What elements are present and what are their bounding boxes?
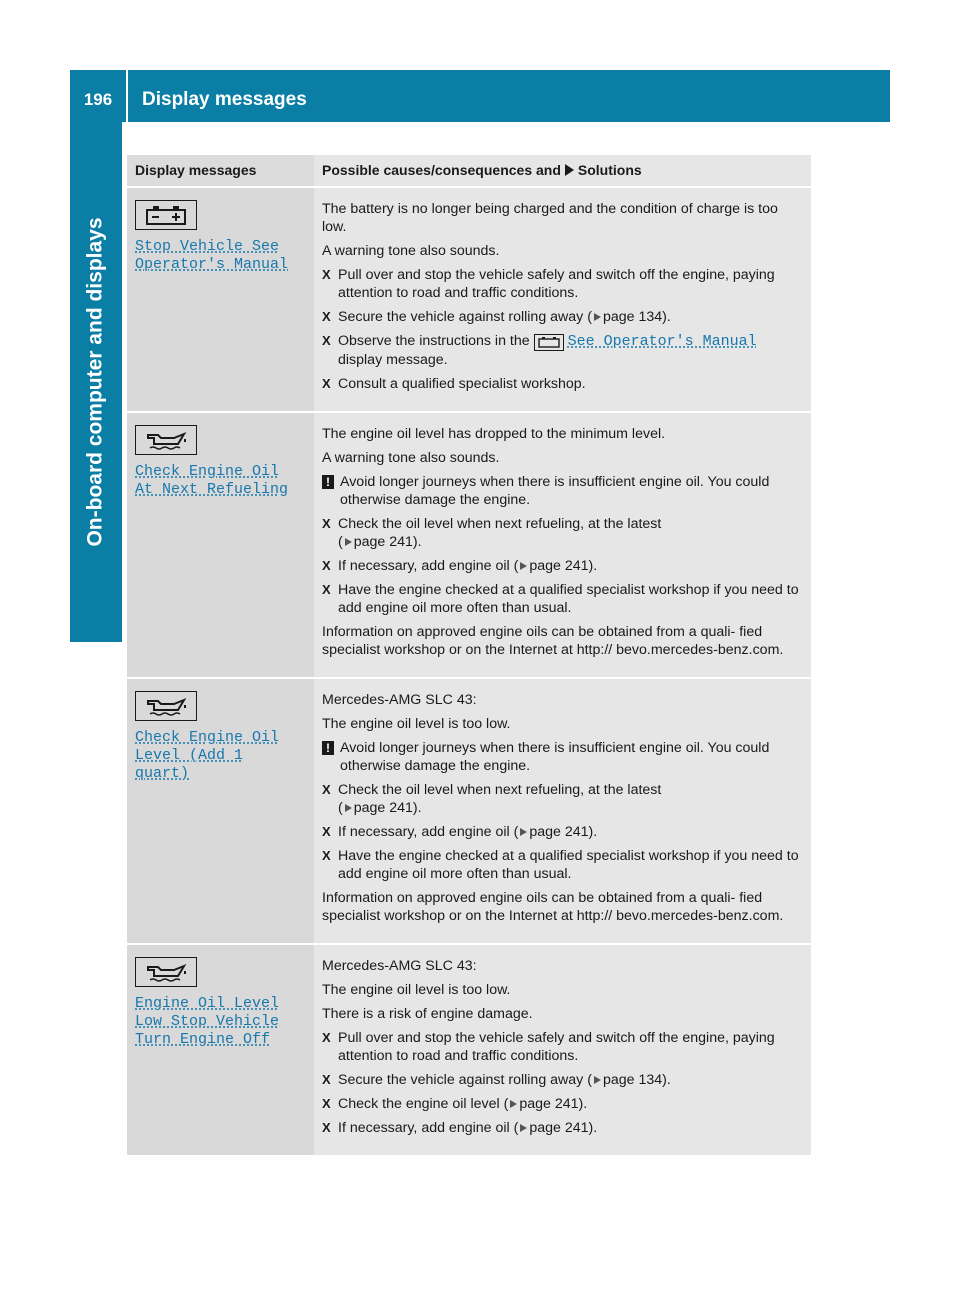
- solutions-arrow-icon: [565, 164, 574, 176]
- step-text: Check the oil level when next refueling, at the latest: [338, 782, 662, 798]
- step-marker: X: [322, 582, 331, 597]
- display-cell: [127, 412, 314, 678]
- page-ref-link[interactable]: page 134).: [602, 1072, 671, 1088]
- page-ref-icon: [345, 538, 352, 546]
- col-header-solutions-text: Solutions: [577, 162, 642, 178]
- solution-cell: [314, 944, 811, 1155]
- step-marker: X: [322, 333, 331, 348]
- solution-step: [322, 557, 803, 575]
- oil-can-icon: [135, 425, 197, 455]
- page-number: 196: [83, 90, 113, 109]
- page-ref-icon: [520, 828, 527, 836]
- step-text: Secure the vehicle against rolling away (: [338, 1072, 592, 1088]
- page-ref-icon: [510, 1100, 517, 1108]
- cause-text: A warning tone also sounds.: [322, 243, 500, 259]
- page-ref-icon: [594, 1076, 601, 1084]
- step-marker: X: [322, 309, 331, 324]
- display-message-line: Operator's Manual: [135, 256, 289, 273]
- page-ref-link[interactable]: page 241).: [353, 534, 422, 550]
- warning-text: Avoid longer journeys when there is insufficient engine oil. You could otherwise damage the engine.: [340, 474, 770, 508]
- solution-step: [322, 823, 803, 841]
- solution-step: [322, 1119, 803, 1137]
- solution-step: [322, 266, 803, 302]
- oil-can-icon: [135, 691, 197, 721]
- solution-step: [322, 375, 803, 393]
- solution-step: [322, 1095, 803, 1113]
- page-header: [70, 70, 890, 122]
- table-row: [127, 187, 811, 412]
- solution-step: X Check the oil level when next refueling, at the latest ( page 241).: [322, 782, 662, 816]
- step-text: Observe the instructions in the: [338, 333, 530, 349]
- warning-icon: !: [322, 475, 334, 489]
- solution-cell: [314, 412, 811, 678]
- solution-cell: [314, 678, 811, 944]
- cause-text: There is a risk of engine damage.: [322, 1006, 533, 1022]
- page-ref-icon: [520, 562, 527, 570]
- page-ref-link[interactable]: page 241).: [529, 1120, 598, 1136]
- step-marker: X: [322, 558, 331, 573]
- battery-icon: [534, 334, 564, 351]
- step-text: Consult a qualified specialist workshop.: [338, 376, 586, 392]
- cause-text: Mercedes-AMG SLC 43:: [322, 692, 477, 708]
- display-cell: [127, 678, 314, 944]
- step-marker: X: [322, 782, 331, 797]
- display-cell: [127, 944, 314, 1155]
- display-message-ref: See Operator's Manual: [567, 333, 757, 350]
- step-marker: X: [322, 1072, 331, 1087]
- step-text: Check the engine oil level (: [338, 1096, 509, 1112]
- info-text: Information on approved engine oils can be obtained from a quali- fied specialist workshop or on the Internet at http:// bevo.mercedes-benz.com.: [322, 624, 784, 658]
- page-ref-link[interactable]: page 241).: [529, 824, 598, 840]
- battery-icon: [135, 200, 197, 230]
- cause-text: The engine oil level has dropped to the minimum level.: [322, 426, 666, 442]
- display-message-line: Stop Vehicle See: [135, 238, 280, 255]
- oil-can-icon: [135, 957, 197, 987]
- page-ref-link[interactable]: page 241).: [529, 558, 598, 574]
- display-message-line: Turn Engine Off: [135, 1031, 271, 1048]
- side-tab-label: On-board computer and displays: [84, 217, 107, 547]
- display-message-line: Low Stop Vehicle: [135, 1013, 280, 1030]
- display-message-line: Check Engine Oil: [135, 463, 280, 480]
- step-marker: X: [322, 824, 331, 839]
- step-text: If necessary, add engine oil (: [338, 558, 519, 574]
- step-marker: X: [322, 1030, 331, 1045]
- step-text: display message.: [338, 352, 448, 368]
- page-title: Display messages: [142, 89, 307, 110]
- warning-icon: !: [322, 741, 334, 755]
- page-ref-icon: [345, 804, 352, 812]
- step-marker: X: [322, 267, 331, 282]
- step-text: Secure the vehicle against rolling away (: [338, 309, 592, 325]
- step-marker: X: [322, 376, 331, 391]
- col-header-causes: [314, 155, 811, 187]
- info-text: Information on approved engine oils can be obtained from a quali- fied specialist workshop or on the Internet at http:// bevo.mercedes-benz.com.: [322, 890, 784, 924]
- cause-text: The battery is no longer being charged and the condition of charge is too low.: [322, 201, 778, 235]
- solution-step: [322, 308, 803, 326]
- step-text: Have the engine checked at a qualified specialist workshop if you need to add engine oil more often than usual.: [338, 582, 799, 616]
- solution-step: X Check the oil level when next refueling, at the latest ( page 241).: [322, 516, 662, 550]
- table-row: [127, 944, 811, 1155]
- cause-text: The engine oil level is too low.: [322, 982, 511, 998]
- warning-note: [322, 473, 803, 509]
- display-message-line: Level (Add 1 quart): [135, 747, 244, 782]
- step-text: If necessary, add engine oil (: [338, 1120, 519, 1136]
- step-text: If necessary, add engine oil (: [338, 824, 519, 840]
- cause-text: Mercedes-AMG SLC 43:: [322, 958, 477, 974]
- page-ref-icon: [520, 1124, 527, 1132]
- page-ref-icon: [594, 313, 601, 321]
- display-message-line: Check Engine Oil: [135, 729, 280, 746]
- warning-text: Avoid longer journeys when there is insufficient engine oil. You could otherwise damage the engine.: [340, 740, 770, 774]
- step-text: Have the engine checked at a qualified specialist workshop if you need to add engine oil more often than usual.: [338, 848, 799, 882]
- solution-step: [322, 1029, 803, 1065]
- cause-text: A warning tone also sounds.: [322, 450, 500, 466]
- solution-step: [322, 581, 803, 617]
- col-header-causes-text: Possible causes/consequences and: [322, 162, 561, 178]
- cause-text: The engine oil level is too low.: [322, 716, 511, 732]
- step-marker: X: [322, 848, 331, 863]
- solution-cell: [314, 187, 811, 412]
- step-text: Pull over and stop the vehicle safely and switch off the engine, paying attention to road and traffic conditions.: [338, 267, 775, 301]
- page-ref-link[interactable]: page 134).: [602, 309, 671, 325]
- step-marker: X: [322, 1120, 331, 1135]
- warning-note: [322, 739, 803, 775]
- solution-step: [322, 1071, 803, 1089]
- display-message-line: At Next Refueling: [135, 481, 289, 498]
- table-row: [127, 412, 811, 678]
- display-message-line: Engine Oil Level: [135, 995, 280, 1012]
- step-text: Check the oil level when next refueling, at the latest: [338, 516, 662, 532]
- step-text: Pull over and stop the vehicle safely and switch off the engine, paying attention to road and traffic conditions.: [338, 1030, 775, 1064]
- solution-step: [322, 332, 803, 369]
- page-ref-link[interactable]: page 241).: [519, 1096, 588, 1112]
- page-ref-link[interactable]: page 241).: [353, 800, 422, 816]
- step-marker: X: [322, 516, 331, 531]
- display-cell: [127, 187, 314, 412]
- solution-step: [322, 847, 803, 883]
- display-messages-table: [127, 155, 811, 1155]
- table-row: [127, 678, 811, 944]
- col-header-display-messages: Display messages: [127, 155, 314, 187]
- table-header-row: [127, 155, 811, 187]
- side-tab-label-wrap: [70, 122, 122, 642]
- step-marker: X: [322, 1096, 331, 1111]
